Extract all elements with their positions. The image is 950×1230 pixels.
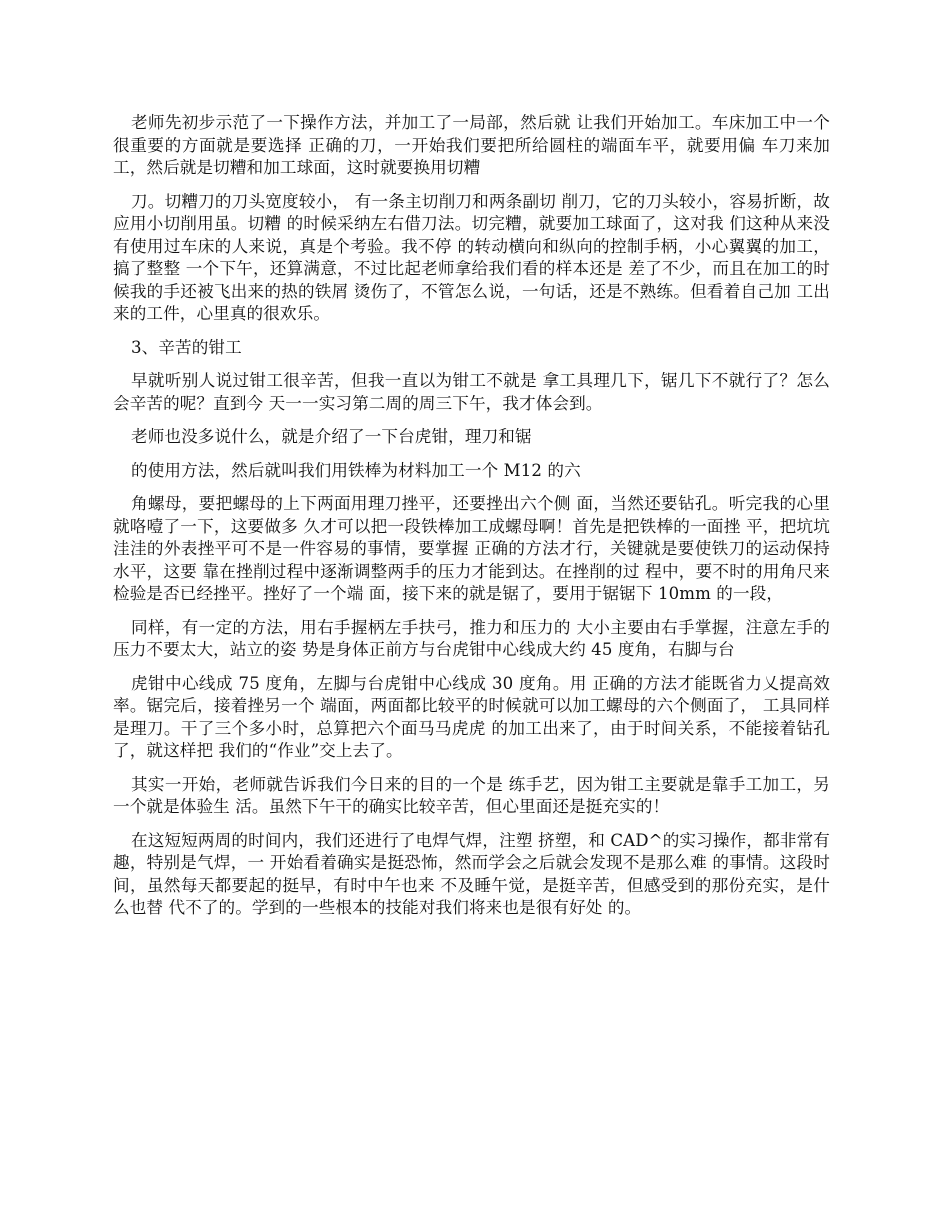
paragraph-grooving-tool: 刀。切糟刀的刀头宽度较小， 有一条主切削刀和两条副切 削刀，它的刀头较小，容易折断，故应用小切削用虽。切糟 的时候采纳左右借刀法。切完糟，就要加工球面了，这对我 们这种从来没有使用过车床的人来说，真是个考验。我不停 的转动横向和纵向的控制手柄，小心翼翼的加工，搞了整整 一个下午，还算满意，不过比起老师拿给我们看的样本还是 差了不少，而且在加工的时候我的手还被飞出来的热的铁屑 烫伤了，不管怎么说，一句话，还是不熟练。但看着自己加 工出来的工件，心里真的很欢乐。 [113,191,830,323]
paragraph-m12-task: 的使用方法，然后就叫我们用铁棒为材料加工一个 M12 的六 [131,460,581,480]
paragraph-nut-filing: 角螺母，要把螺母的上下两面用理刀挫平，还要挫出六个侧 面，当然还要钻孔。听完我的心里就咯噎了一下，这要做多 久才可以把一段铁棒加工成螺母啊！首先是把铁棒的一面挫 平，把坑坑洼洼的外表挫平可不是一件容易的事情，要掌握 正确的方法才行，关键就是要使铁刀的运动保持水平，这要 靠在挫削过程中逐渐调整两手的压力才能到达。在挫削的过 程中，要不时的用角尺来检验是否已经挫平。挫好了一个端 面，接下来的就是锯了，要用于锯锯下 10mm 的一段， [113,494,830,603]
paragraph-purpose: 其实一开始，老师就告诉我们今日来的目的一个是 练手艺，因为钳工主要就是靠手工加工，另一个就是体验生 活。虽然下午干的确实比较辛苦，但心里面还是挺充实的！ [113,774,830,816]
paragraph-lathe-demo: 老师先初步示范了一下操作方法，并加工了一局部，然后就 让我们开始加工。车床加工中一个很重要的方面就是要选择 正确的刀，一开始我们要把所给圆柱的端面车平，就要用偏 车刀来加工，然后就是切糟和加工球面，这时就要换用切糟 [113,113,830,177]
section-heading-fitter: 3、辛苦的钳工 [131,337,242,357]
paragraph-saw-posture: 同样，有一定的方法，用右手握柄左手扶弓，推力和压力的 大小主要由右手掌握，注意左手的压力不要太大，站立的姿 势是身体正前方与台虎钳中心线成大约 45 度角，右脚与台 [113,617,830,659]
paragraph-fitter-intro: 早就听别人说过钳工很辛苦，但我一直以为钳工不就是 拿工具理几下，锯几下不就行了？怎么会辛苦的呢？直到今 天一一实习第二周的周三下午，我才体会到。 [113,371,830,413]
document-page [113,112,830,931]
paragraph-vise-intro: 老师也没多说什么，就是介绍了一下台虎钳，理刀和锯 [131,427,532,446]
paragraph-saw-result: 虎钳中心线成 75 度角，左脚与台虎钳中心线成 30 度角。用 正确的方法才能既省力乂提高效率。锯完后，接着挫另一个 端面，两面都比较平的时候就可以加工螺母的六个侧面了， 工具同样是理刀。干了三个多小时，总算把六个面马马虎虎 的加工出来了，由于时间关系，不能接着钻孔了，就这样把 我们的“作业”交上去了。 [113,673,830,760]
paragraph-conclusion: 在这短短两周的时间内，我们还进行了电焊气焊，注塑 挤塑，和 CAD^的实习操作，都非常有趣，特别是气焊，一 开始看着确实是挺恐怖，然而学会之后就会发现不是那么难 的事情。这段时间，虽然每天都要起的挺早，有时中午也来 不及睡午觉，是挺辛苦，但感受到的那份充实，是什么也替 代不了的。学到的一些根本的技能对我们将来也是很有好处 的。 [113,830,830,917]
